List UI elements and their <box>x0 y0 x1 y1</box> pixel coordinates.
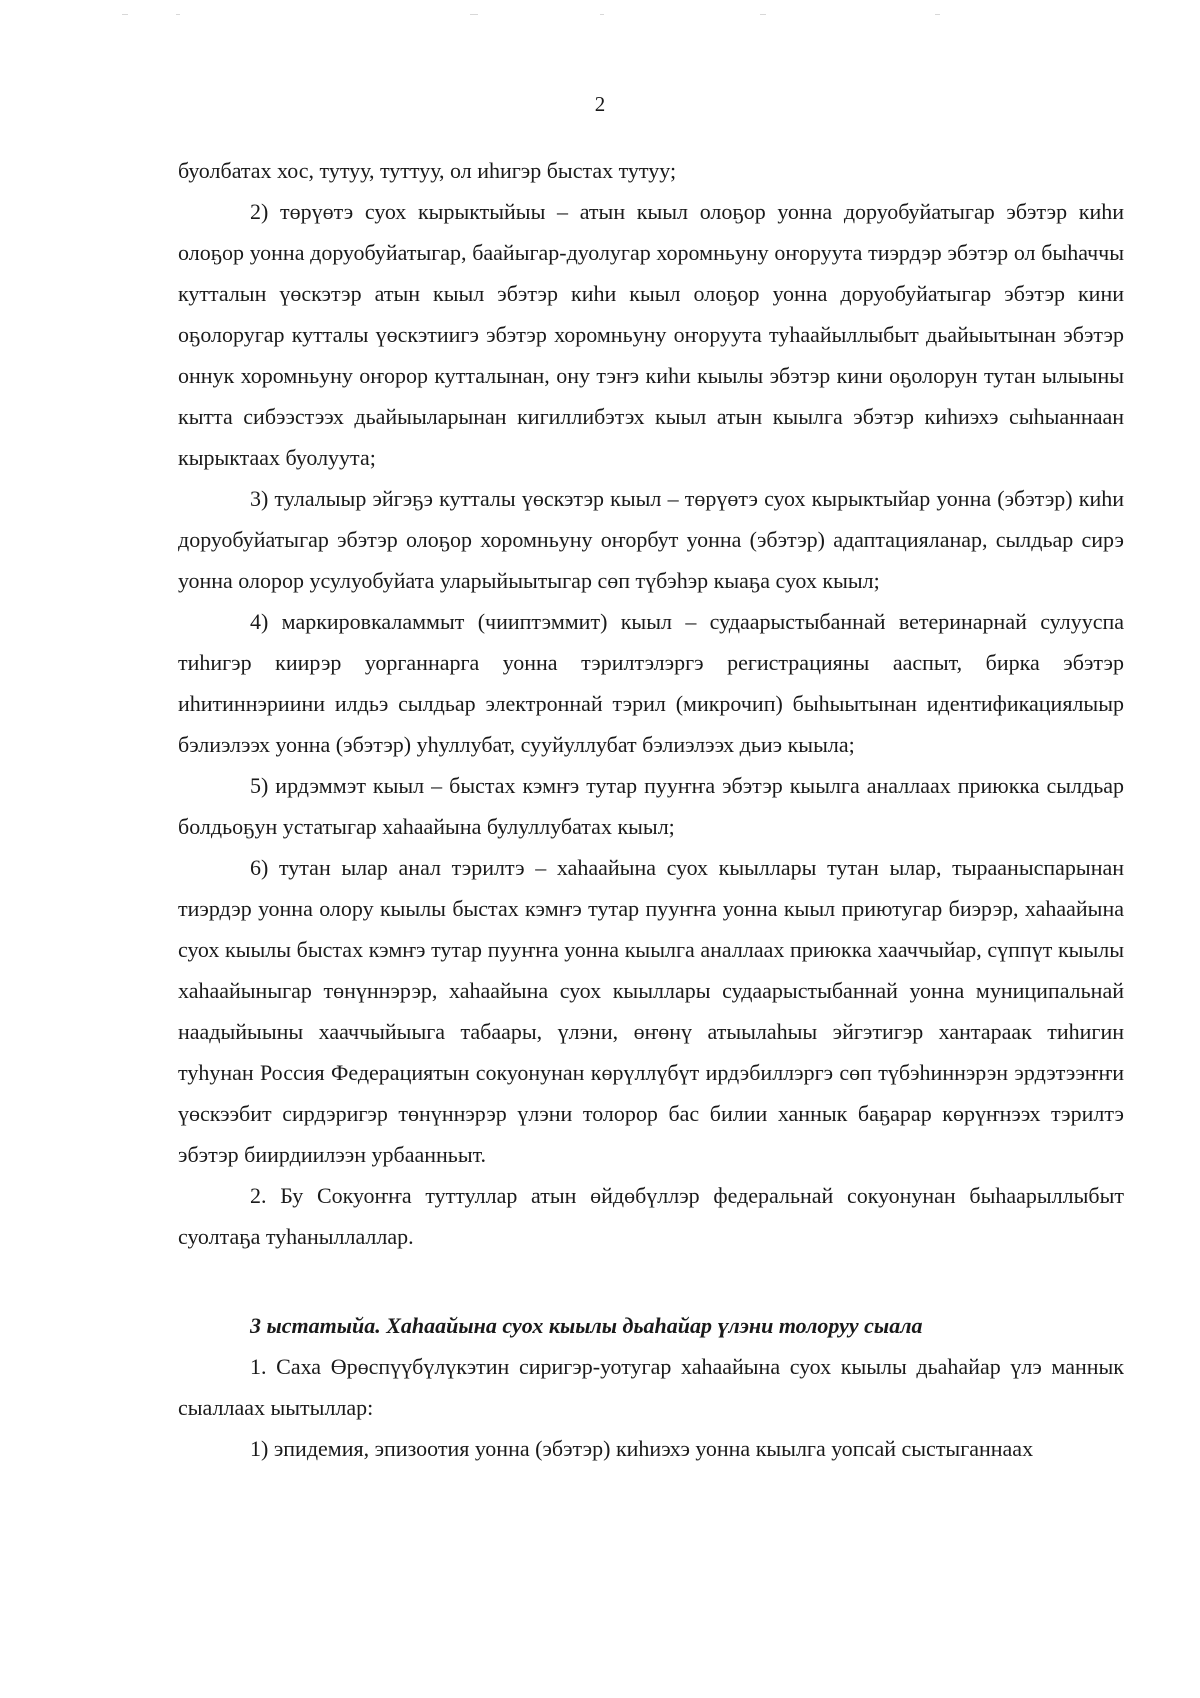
section-heading: 3 ыстатыйа. Хаһаайына суох кыылы дьаһайар үлэни толоруу сыала <box>250 1313 923 1338</box>
scan-artifact <box>935 14 940 15</box>
body-text <box>178 150 1124 1469</box>
scan-artifact <box>760 14 766 15</box>
paragraph: 3) тулалыыр эйгэҕэ кутталы үөскэтэр кыыл – төрүөтэ суох кырыктыйар уонна (эбэтэр) киһи доруобуйатыгар эбэтэр олоҕор хоромньуну оҥорбут уонна (эбэтэр) адаптацияланар, сылдьар сирэ уонна олорор усулуобуйата уларыйыытыгар сөп түбэһэр кыаҕа суох кыыл; <box>178 486 1124 593</box>
paragraph: 2. Бу Сокуоҥҥа туттуллар атын өйдөбүллэр федеральнай сокуонунан быһаарыллыбыт суолтаҕа туһаныллаллар. <box>178 1183 1124 1249</box>
paragraph: буолбатах хос, тутуу, туттуу, ол иһигэр быстах тутуу; <box>178 158 677 183</box>
scan-artifact <box>122 14 128 15</box>
paragraph: 6) тутан ылар анал тэрилтэ – хаһаайына суох кыыллары тутан ылар, тырааныспарынан тиэрдэр уонна олору кыылы быстах кэмҥэ тутар пууҥҥа уонна кыыл приютугар биэрэр, хаһаайына суох кыылы быстах кэмҥэ тутар пууҥҥа уонна кыылга аналлаах приюкка хааччыйар, сүппүт кыылы хаһаайыныгар төнүннэрэр, хаһаайына суох кыыллары судаарыстыбаннай уонна муниципальнай наадыйыыны хааччыйыыга табаары, үлэни, өҥөнү атыылаһыы эйгэтигэр хантараак тиһигин туһунан Россия Федерациятын сокуонунан көрүллүбүт ирдэбиллэргэ сөп түбэһиннэрэн эрдэтээҥҥи үөскээбит сирдэригэр төнүннэрэр үлэни толорор бас билии ханнык баҕарар көрүҥнээх тэрилтэ эбэтэр биирдиилээн урбаанньыт. <box>178 855 1124 1167</box>
scan-artifact <box>470 14 478 15</box>
paragraph: 1) эпидемия, эпизоотия уонна (эбэтэр) киһиэхэ уонна кыылга уопсай сыстыганнаах <box>250 1436 1034 1461</box>
paragraph: 5) ирдэммэт кыыл – быстах кэмҥэ тутар пууҥҥа эбэтэр кыылга аналлаах приюкка сылдьар болдьоҕун устатыгар хаһаайына булуллубатах кыыл; <box>178 773 1124 839</box>
paragraph: 4) маркировкаламмыт (чииптэммит) кыыл – судаарыстыбаннай ветеринарнай сулууспа тиһигэр киирэр уорганнарга уонна тэрилтэлэргэ регистрацияны ааспыт, бирка эбэтэр иһитиннэриини илдьэ сылдьар электроннай тэрил (микрочип) быһыытынан идентификациялыыр бэлиэлээх уонна (эбэтэр) уһуллубат, сууйуллубат бэлиэлээх дьиэ кыыла; <box>178 609 1124 757</box>
paragraph: 2) төрүөтэ суох кырыктыйыы – атын кыыл олоҕор уонна доруобуйатыгар эбэтэр киһи олоҕор уонна доруобуйатыгар, баайыгар-дуолугар хоромньуну оҥоруута тиэрдэр эбэтэр ол быһаччы кутталын үөскэтэр атын кыыл эбэтэр киһи кыыл олоҕор уонна доруобуйатыгар эбэтэр кини оҕолоругар кутталы үөскэтиигэ эбэтэр хоромньуну оҥоруута туһаайыллыбыт дьайыытынан эбэтэр оннук хоромньуну оҥорор кутталынан, ону тэҥэ киһи кыылы эбэтэр кини оҕолорун тутан ылыыны кытта сибээстээх дьайыыларынан кигиллибэтэх кыыл атын кыылга эбэтэр киһиэхэ сыһыаннаан кырыктаах буолуута; <box>178 199 1124 470</box>
scan-artifact <box>176 14 180 15</box>
paragraph: 1. Саха Өрөспүүбүлүкэтин сиригэр-уотугар хаһаайына суох кыылы дьаһайар үлэ маннык сыаллаах ыытыллар: <box>178 1354 1124 1420</box>
page-number: 2 <box>594 92 606 116</box>
scan-artifact <box>600 14 604 15</box>
